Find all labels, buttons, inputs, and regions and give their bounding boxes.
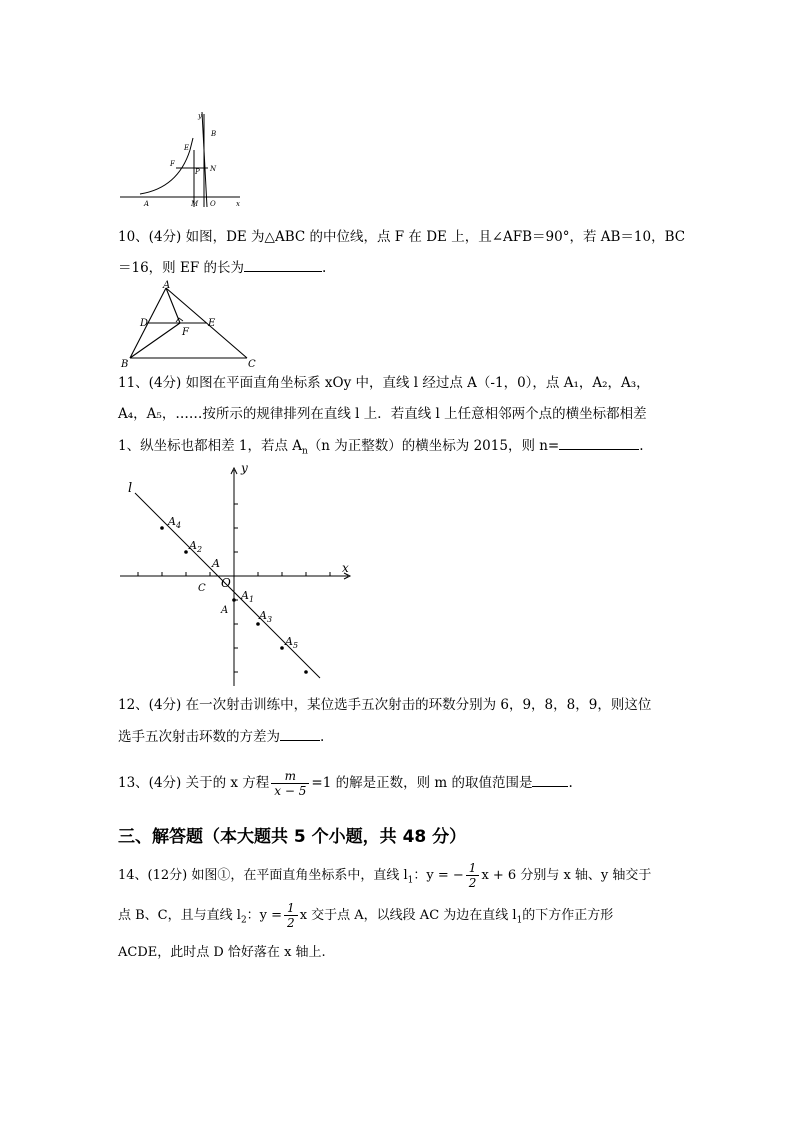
label-a: A — [144, 200, 150, 208]
label-e: E — [184, 144, 190, 152]
label-f: F — [170, 160, 175, 168]
q12-line1: 12、(4分) 在一次射击训练中，某位选手五次射击的环数分别为 6，9，8，8，9，则这位 — [118, 697, 652, 713]
label-a1: $A_1$ — [241, 589, 255, 604]
tri-label-f: F — [182, 327, 189, 338]
label-m: M — [191, 200, 199, 208]
label-a2: $A_2$ — [189, 539, 203, 554]
q13-answer-blank — [532, 772, 568, 787]
q11-answer-blank — [559, 435, 639, 450]
q13-line: 13、(4分) 关于的 x 方程 $\frac{m}{x - 5}$ =1 的解是正数，则 m 的取值范围是 . — [118, 769, 573, 798]
segment-bf — [130, 323, 180, 358]
q10-answer-blank — [244, 257, 322, 272]
tri-label-d: D — [140, 318, 149, 329]
label-c: C — [198, 583, 206, 594]
point-a4 — [160, 526, 164, 530]
q10-line1: 10、(4分) 如图，DE 为△ABC 的中位线，点 F 在 DE 上，且∠AFB＝90°，若 AB＝10，BC — [118, 229, 686, 245]
label-a-bottom: A — [221, 605, 229, 616]
label-x: x — [236, 200, 240, 208]
label-a3: $A_3$ — [259, 609, 273, 624]
point-next — [304, 670, 308, 674]
q14-line2: 点 B、C，且与直线 $l_2$：y = $\frac{1}{2}$ x 交于点 A，以线段 AC 为边在直线 $l_1$的下方作正方形 — [118, 901, 614, 930]
label-a5: $A_5$ — [285, 635, 299, 650]
q13-fraction: $\frac{m}{x - 5}$ — [271, 769, 309, 798]
point-a3 — [256, 622, 260, 626]
tri-label-b: B — [121, 359, 129, 370]
line-label-l: l — [128, 481, 133, 496]
q14-line1: 14、(12分) 如图①，在平面直角坐标系中，直线 $l_1$：y = − $\frac{1}{2}$ x + 6 分别与 x 轴、y 轴交于 — [118, 861, 652, 890]
q11-line2: A₄，A₅，……按所示的规律排列在直线 l 上．若直线 l 上任意相邻两个点的横坐标都相差 — [118, 406, 647, 422]
q14-fraction-2: $\frac{1}{2}$ — [284, 901, 298, 930]
tri-label-c: C — [248, 359, 256, 370]
q14-fraction-1: $\frac{1}{2}$ — [466, 861, 480, 890]
label-a-top: A — [212, 557, 220, 570]
label-o: O — [210, 200, 216, 208]
q12-answer-blank — [280, 726, 320, 741]
figure-q9 — [118, 110, 248, 210]
q11-line3: 1、纵坐标也都相差 1，若点 $A_n(n$ 为正整数）的横坐标为 2015，则 n= . — [118, 435, 644, 462]
axis-label-x: x — [342, 561, 349, 575]
q12-line2: 选手五次射击环数的方差为 . — [118, 726, 324, 747]
point-a1 — [232, 598, 236, 602]
q10-line2: ＝16，则 EF 的长为 . — [118, 257, 326, 278]
label-n: N — [210, 165, 217, 173]
point-a2 — [184, 550, 188, 554]
figure-q10-triangle — [118, 280, 263, 370]
segment-af — [166, 288, 180, 323]
section-heading: 三、解答题（本大题共 5 个小题，共 48 分） — [118, 827, 467, 847]
q14-line3: ACDE，此时点 D 恰好落在 x 轴上. — [118, 945, 326, 960]
tri-label-e: E — [208, 318, 216, 329]
origin-label-o: O — [221, 576, 231, 590]
tri-label-a: A — [163, 280, 171, 291]
label-y: y — [198, 112, 202, 120]
y-ticks — [234, 504, 238, 672]
label-a4: $A_4$ — [168, 515, 182, 530]
q11-line1: 11、(4分) 如图在平面直角坐标系 xOy 中，直线 l 经过点 A（-1，0），点 A₁，A₂，A₃， — [118, 375, 650, 391]
label-b: B — [211, 130, 217, 138]
figure-q11-coordinate — [118, 458, 358, 690]
axis-label-y: y — [241, 461, 248, 475]
label-p: P — [195, 168, 200, 176]
point-a5 — [280, 646, 284, 650]
